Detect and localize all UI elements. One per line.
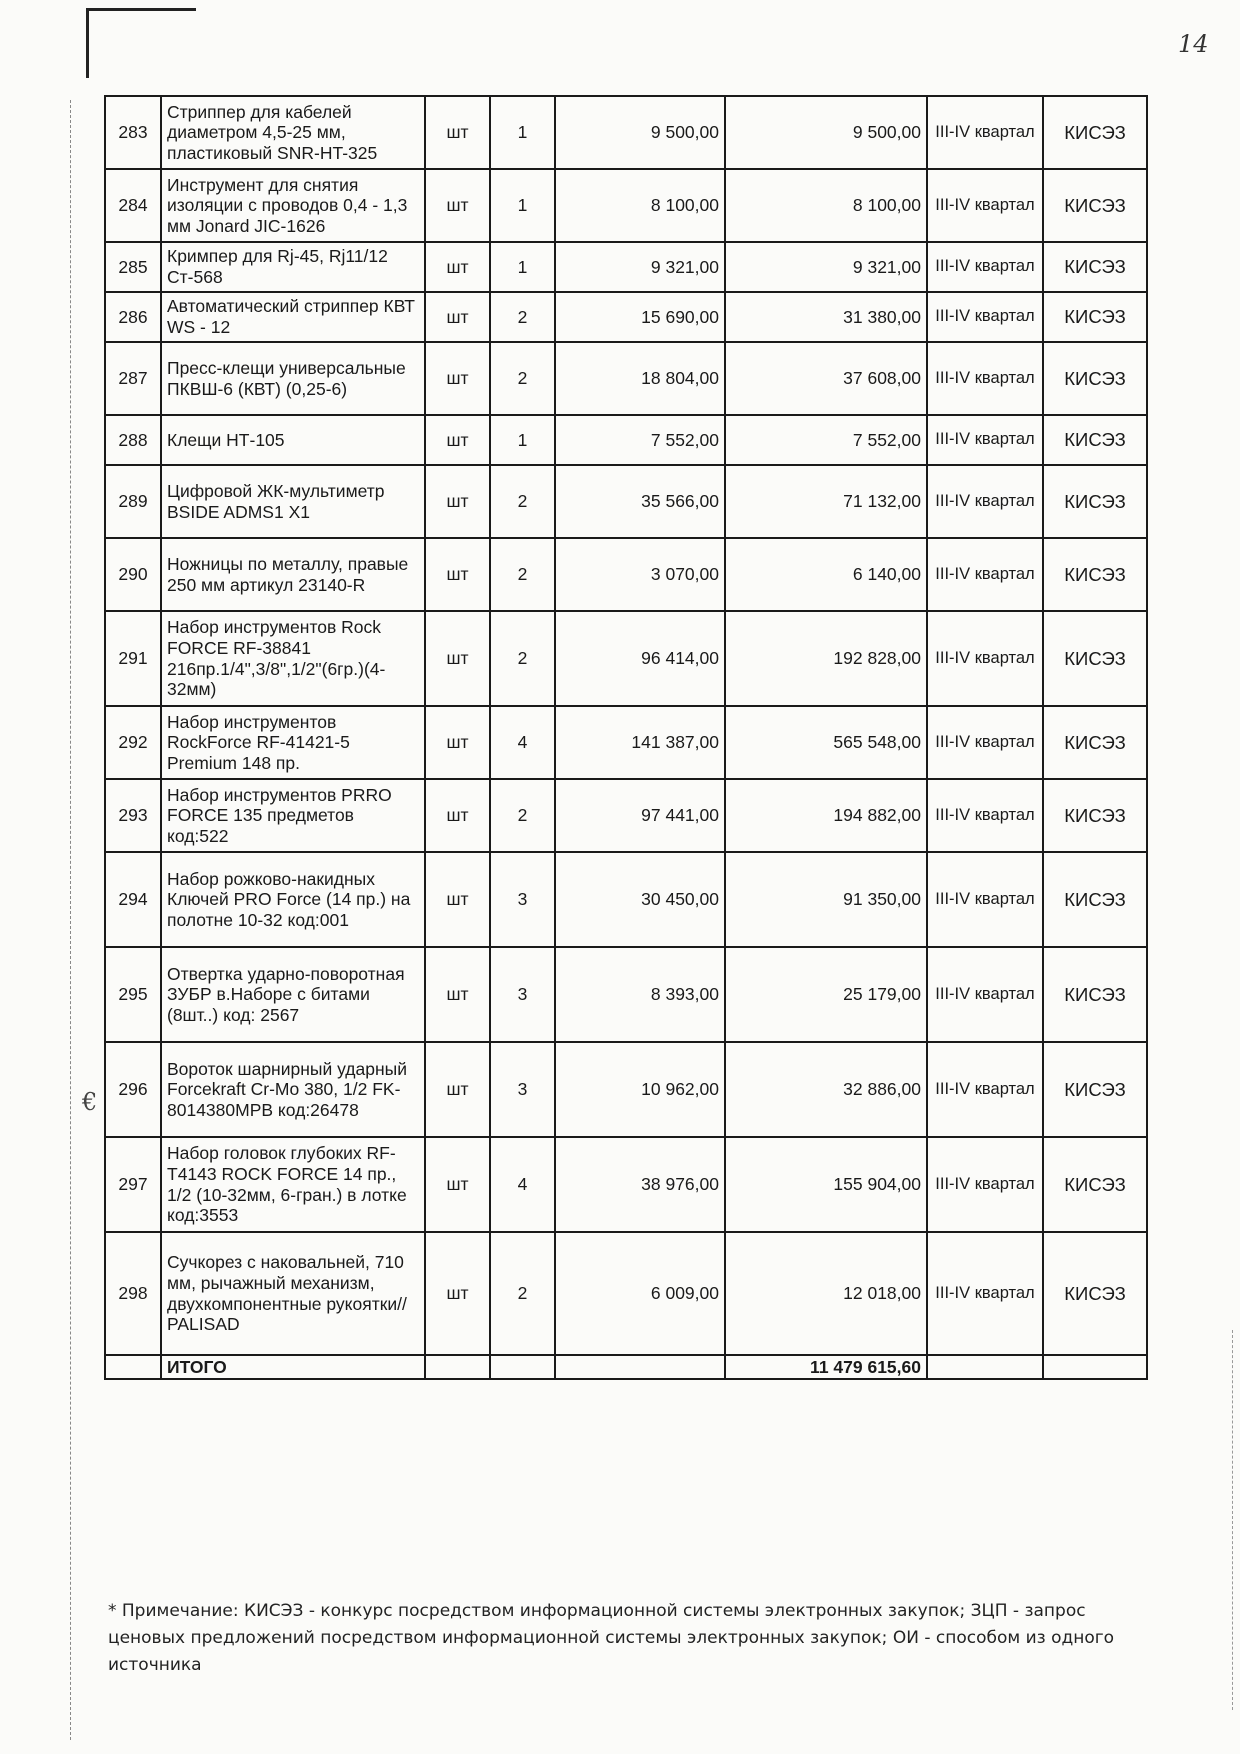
table-row	[105, 779, 1147, 852]
item-sum: 25 179,00	[725, 947, 927, 1042]
table-body	[105, 96, 1147, 1379]
item-method: КИСЭЗ	[1043, 947, 1147, 1042]
item-name: Вороток шарнирный ударный Forcekraft Cr-Mo 380, 1/2 FK-8014380MPB код:26478	[161, 1042, 425, 1137]
item-method: КИСЭЗ	[1043, 779, 1147, 852]
item-period: III-IV квартал	[927, 1232, 1043, 1355]
item-unit: шт	[425, 96, 490, 169]
item-period: III-IV квартал	[927, 242, 1043, 292]
item-name: Набор инструментов Rock FORCE RF-38841 216пр.1/4",3/8",1/2"(6гр.)(4-32мм)	[161, 611, 425, 706]
item-price: 35 566,00	[555, 465, 725, 538]
item-quantity: 1	[490, 242, 555, 292]
item-number: 289	[105, 465, 161, 538]
item-name: Автоматический стриппер КВТ WS - 12	[161, 292, 425, 342]
item-price: 10 962,00	[555, 1042, 725, 1137]
item-unit: шт	[425, 242, 490, 292]
item-period: III-IV квартал	[927, 947, 1043, 1042]
item-period: III-IV квартал	[927, 538, 1043, 611]
item-period: III-IV квартал	[927, 342, 1043, 415]
item-sum: 37 608,00	[725, 342, 927, 415]
table-row	[105, 538, 1147, 611]
item-method: КИСЭЗ	[1043, 415, 1147, 465]
item-price: 7 552,00	[555, 415, 725, 465]
scan-right-edge	[1232, 1330, 1234, 1710]
item-period: III-IV квартал	[927, 415, 1043, 465]
item-number: 285	[105, 242, 161, 292]
item-number: 284	[105, 169, 161, 242]
item-method: КИСЭЗ	[1043, 292, 1147, 342]
item-method: КИСЭЗ	[1043, 342, 1147, 415]
item-price: 30 450,00	[555, 852, 725, 947]
item-sum: 91 350,00	[725, 852, 927, 947]
item-price: 9 500,00	[555, 96, 725, 169]
item-sum: 9 321,00	[725, 242, 927, 292]
item-unit: шт	[425, 1042, 490, 1137]
empty-cell	[490, 1355, 555, 1379]
item-number: 295	[105, 947, 161, 1042]
scan-left-edge	[70, 100, 72, 1740]
item-unit: шт	[425, 292, 490, 342]
item-unit: шт	[425, 779, 490, 852]
item-period: III-IV квартал	[927, 465, 1043, 538]
item-price: 9 321,00	[555, 242, 725, 292]
item-period: III-IV квартал	[927, 852, 1043, 947]
item-method: КИСЭЗ	[1043, 169, 1147, 242]
empty-cell	[105, 1355, 161, 1379]
item-number: 288	[105, 415, 161, 465]
table-row	[105, 1137, 1147, 1232]
item-method: КИСЭЗ	[1043, 611, 1147, 706]
total-sum: 11 479 615,60	[725, 1355, 927, 1379]
item-name: Ножницы по металлу, правые 250 мм артикул 23140-R	[161, 538, 425, 611]
item-number: 297	[105, 1137, 161, 1232]
item-name: Пресс-клещи универсальные ПКВШ-6 (КВТ) (0,25-6)	[161, 342, 425, 415]
item-period: III-IV квартал	[927, 96, 1043, 169]
item-unit: шт	[425, 611, 490, 706]
item-method: КИСЭЗ	[1043, 96, 1147, 169]
item-price: 38 976,00	[555, 1137, 725, 1232]
item-quantity: 1	[490, 169, 555, 242]
item-price: 8 100,00	[555, 169, 725, 242]
item-sum: 8 100,00	[725, 169, 927, 242]
table-row	[105, 342, 1147, 415]
item-method: КИСЭЗ	[1043, 1137, 1147, 1232]
item-sum: 71 132,00	[725, 465, 927, 538]
item-name: Набор инструментов PRRO FORCE 135 предметов код:522	[161, 779, 425, 852]
item-method: КИСЭЗ	[1043, 852, 1147, 947]
table-row	[105, 947, 1147, 1042]
item-quantity: 2	[490, 611, 555, 706]
table-row	[105, 852, 1147, 947]
item-number: 287	[105, 342, 161, 415]
item-method: КИСЭЗ	[1043, 242, 1147, 292]
item-unit: шт	[425, 169, 490, 242]
total-row	[105, 1355, 1147, 1379]
item-quantity: 4	[490, 706, 555, 779]
item-number: 283	[105, 96, 161, 169]
table-row	[105, 1042, 1147, 1137]
item-sum: 7 552,00	[725, 415, 927, 465]
item-name: Цифровой ЖК-мультиметр BSIDE ADMS1 X1	[161, 465, 425, 538]
item-period: III-IV квартал	[927, 292, 1043, 342]
item-unit: шт	[425, 538, 490, 611]
table-row	[105, 96, 1147, 169]
page-number: 14	[1178, 30, 1209, 58]
item-period: III-IV квартал	[927, 706, 1043, 779]
item-unit: шт	[425, 1232, 490, 1355]
table-row	[105, 415, 1147, 465]
total-label: ИТОГО	[161, 1355, 425, 1379]
item-name: Кримпер для Rj-45, Rj11/12 Ст-568	[161, 242, 425, 292]
empty-cell	[1043, 1355, 1147, 1379]
table-row	[105, 292, 1147, 342]
item-quantity: 2	[490, 1232, 555, 1355]
item-price: 6 009,00	[555, 1232, 725, 1355]
item-quantity: 2	[490, 779, 555, 852]
empty-cell	[555, 1355, 725, 1379]
item-price: 97 441,00	[555, 779, 725, 852]
empty-cell	[425, 1355, 490, 1379]
item-quantity: 2	[490, 465, 555, 538]
item-sum: 192 828,00	[725, 611, 927, 706]
item-price: 96 414,00	[555, 611, 725, 706]
item-sum: 9 500,00	[725, 96, 927, 169]
item-unit: шт	[425, 947, 490, 1042]
item-period: III-IV квартал	[927, 779, 1043, 852]
item-price: 8 393,00	[555, 947, 725, 1042]
item-method: КИСЭЗ	[1043, 706, 1147, 779]
item-unit: шт	[425, 465, 490, 538]
item-quantity: 1	[490, 96, 555, 169]
item-quantity: 3	[490, 852, 555, 947]
item-method: КИСЭЗ	[1043, 465, 1147, 538]
item-sum: 32 886,00	[725, 1042, 927, 1137]
table-row	[105, 169, 1147, 242]
item-quantity: 3	[490, 1042, 555, 1137]
table-row	[105, 465, 1147, 538]
procurement-table	[104, 95, 1148, 1380]
margin-mark: €	[82, 1088, 98, 1116]
empty-cell	[927, 1355, 1043, 1379]
item-number: 293	[105, 779, 161, 852]
table-row	[105, 706, 1147, 779]
item-period: III-IV квартал	[927, 169, 1043, 242]
item-name: Отвертка ударно-поворотная ЗУБР в.Наборе с битами (8шт..) код: 2567	[161, 947, 425, 1042]
item-unit: шт	[425, 342, 490, 415]
item-name: Инструмент для снятия изоляции с проводов 0,4 - 1,3 мм Jonard JIC-1626	[161, 169, 425, 242]
item-method: КИСЭЗ	[1043, 538, 1147, 611]
item-price: 3 070,00	[555, 538, 725, 611]
item-number: 296	[105, 1042, 161, 1137]
item-sum: 155 904,00	[725, 1137, 927, 1232]
item-price: 18 804,00	[555, 342, 725, 415]
item-period: III-IV квартал	[927, 1137, 1043, 1232]
item-quantity: 4	[490, 1137, 555, 1232]
item-name: Клещи НТ-105	[161, 415, 425, 465]
table-row	[105, 1232, 1147, 1355]
item-quantity: 1	[490, 415, 555, 465]
item-quantity: 2	[490, 342, 555, 415]
item-price: 141 387,00	[555, 706, 725, 779]
item-name: Стриппер для кабелей диаметром 4,5-25 мм, пластиковый SNR-HT-325	[161, 96, 425, 169]
item-number: 292	[105, 706, 161, 779]
item-sum: 6 140,00	[725, 538, 927, 611]
item-quantity: 2	[490, 292, 555, 342]
item-name: Сучкорез с наковальней, 710 мм, рычажный механизм, двухкомпонентные рукоятки// PALISAD	[161, 1232, 425, 1355]
item-name: Набор головок глубоких RF-T4143 ROCK FORCE 14 пр., 1/2 (10-32мм, 6-гран.) в лотке код:3553	[161, 1137, 425, 1232]
item-number: 294	[105, 852, 161, 947]
scan-corner-left	[86, 8, 89, 78]
item-number: 286	[105, 292, 161, 342]
item-sum: 565 548,00	[725, 706, 927, 779]
item-sum: 194 882,00	[725, 779, 927, 852]
scan-corner-top	[86, 8, 196, 11]
item-number: 290	[105, 538, 161, 611]
item-price: 15 690,00	[555, 292, 725, 342]
item-method: КИСЭЗ	[1043, 1232, 1147, 1355]
item-unit: шт	[425, 706, 490, 779]
item-quantity: 2	[490, 538, 555, 611]
item-name: Набор рожково-накидных Ключей PRO Force (14 пр.) на полотне 10-32 код:001	[161, 852, 425, 947]
table-row	[105, 242, 1147, 292]
item-sum: 12 018,00	[725, 1232, 927, 1355]
item-unit: шт	[425, 852, 490, 947]
table-row	[105, 611, 1147, 706]
item-method: КИСЭЗ	[1043, 1042, 1147, 1137]
item-sum: 31 380,00	[725, 292, 927, 342]
item-unit: шт	[425, 1137, 490, 1232]
item-period: III-IV квартал	[927, 1042, 1043, 1137]
item-quantity: 3	[490, 947, 555, 1042]
item-name: Набор инструментов RockForce RF-41421-5 Premium 148 пр.	[161, 706, 425, 779]
footnote: * Примечание: КИСЭЗ - конкурс посредством информационной системы электронных закупок; ЗЦП - запрос ценовых предложений посредством информационной системы электронных закупок; ОИ - способом из одного источника	[108, 1601, 1115, 1676]
item-number: 298	[105, 1232, 161, 1355]
item-unit: шт	[425, 415, 490, 465]
item-number: 291	[105, 611, 161, 706]
item-period: III-IV квартал	[927, 611, 1043, 706]
